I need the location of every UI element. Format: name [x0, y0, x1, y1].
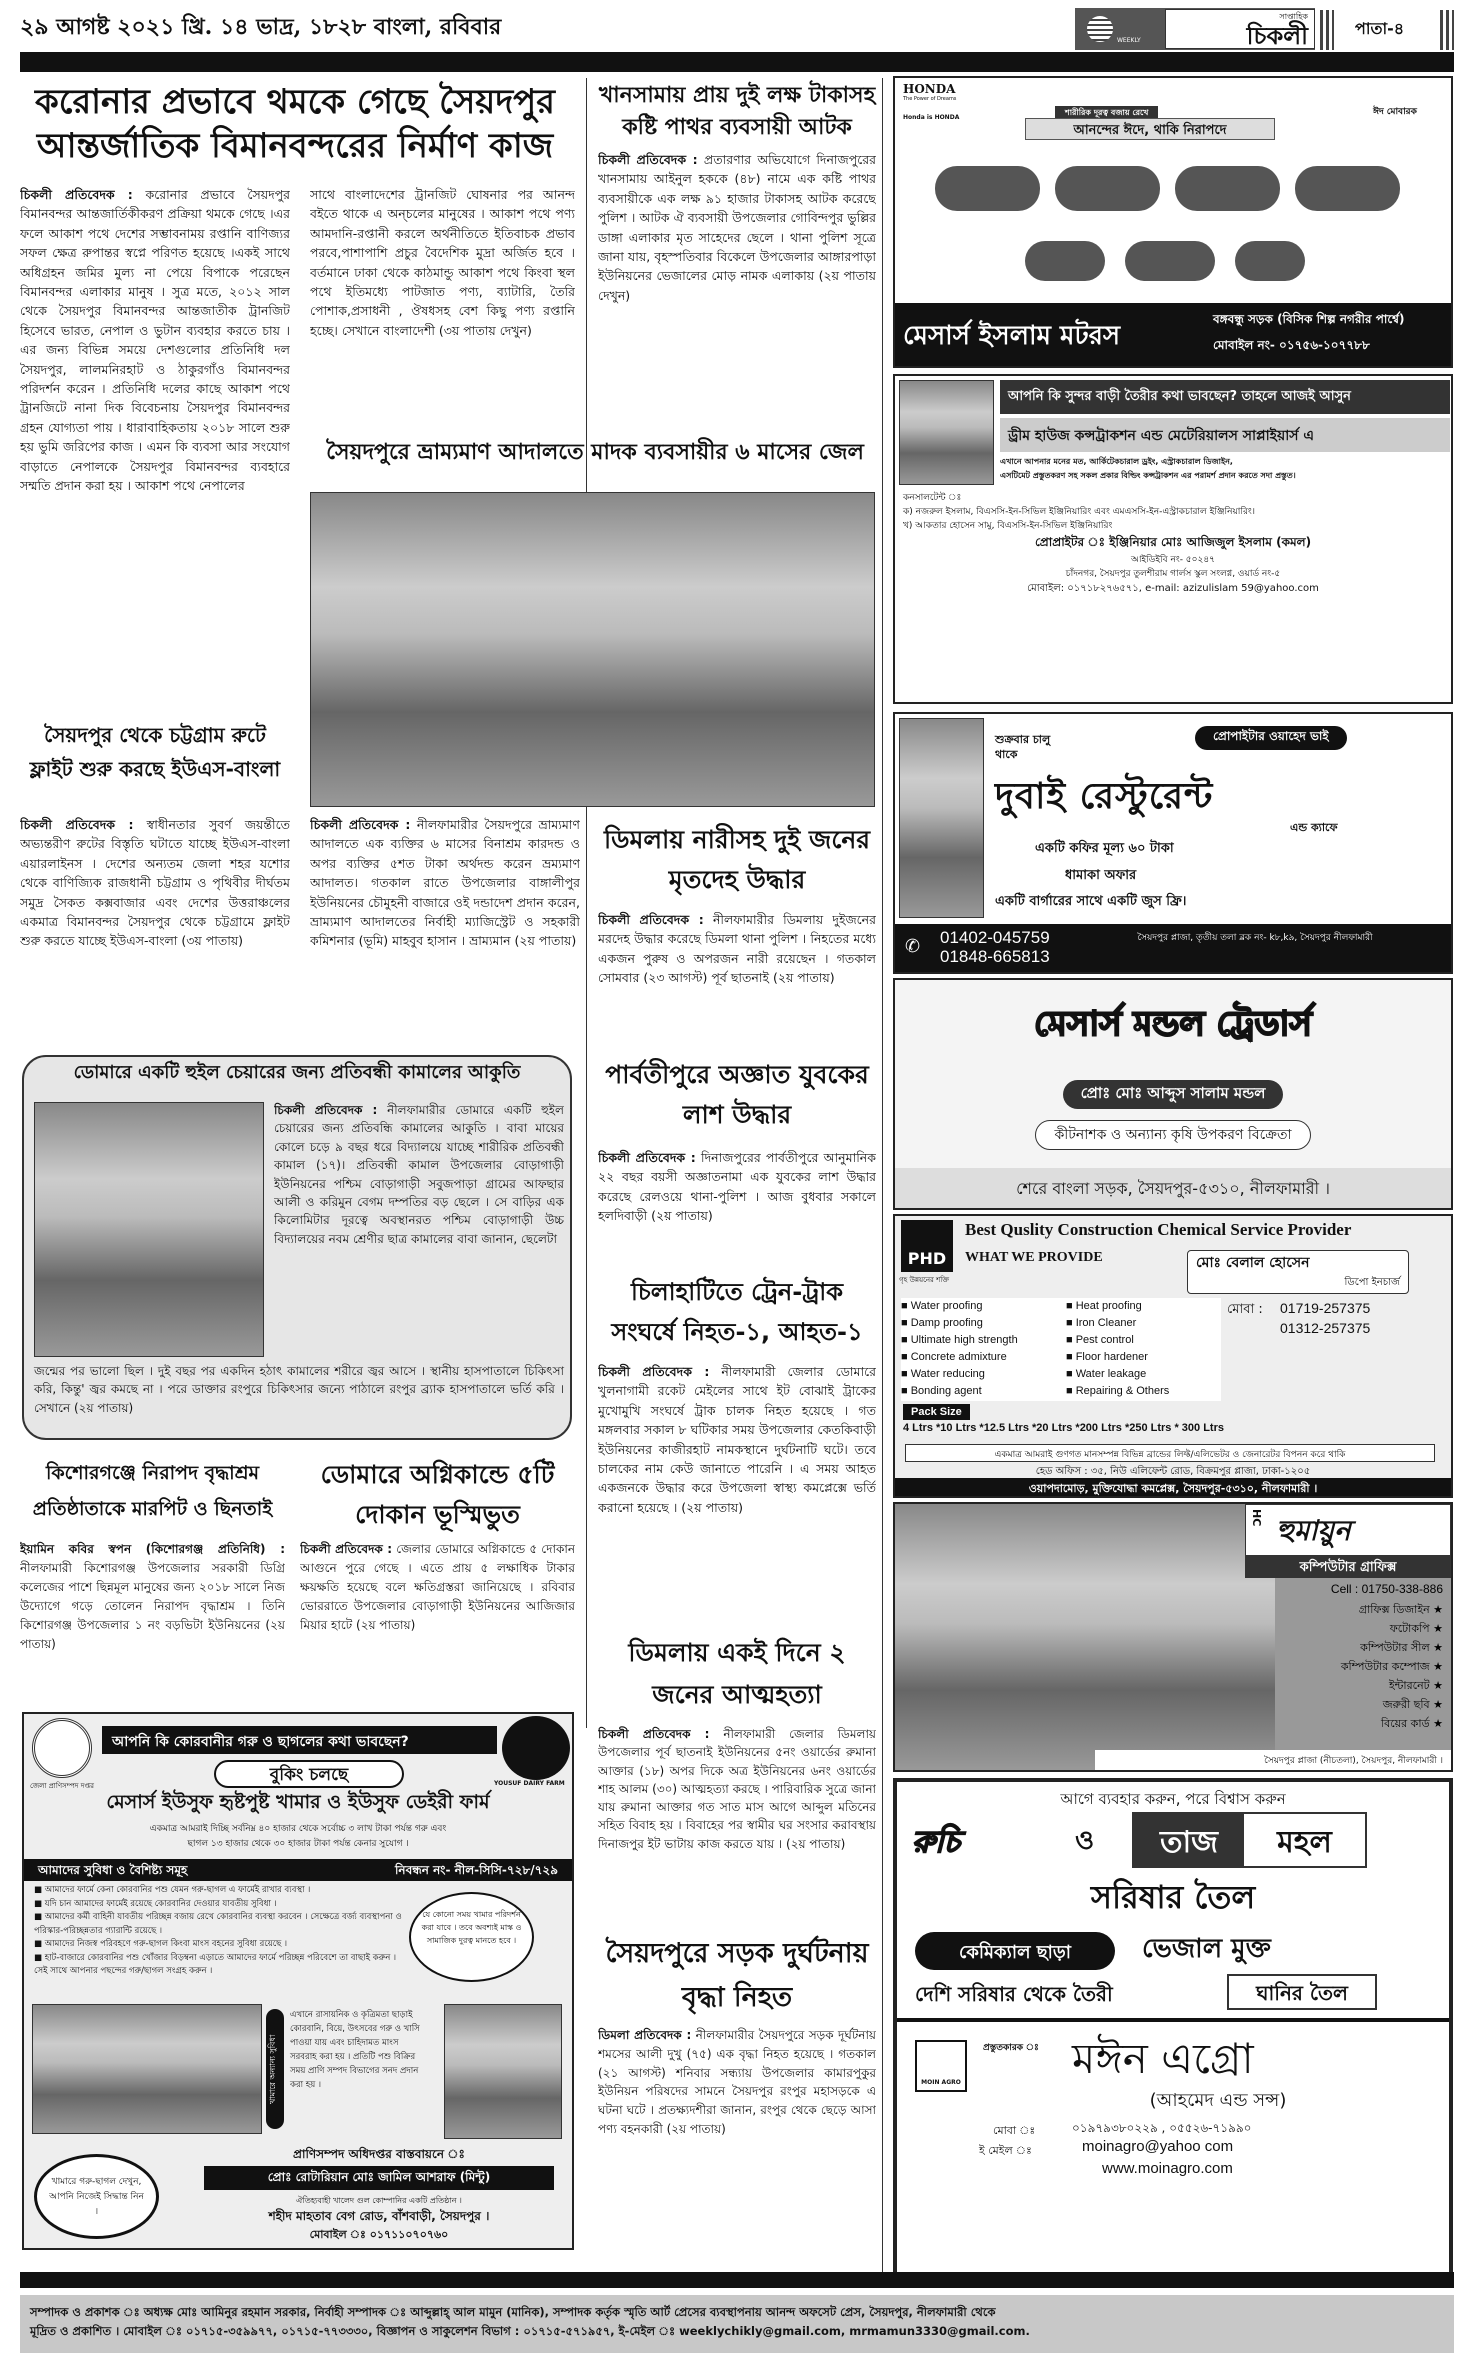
- friday-note: শুক্রবার চালু থাকে: [995, 733, 1051, 761]
- article-text: নীলফামারী জেলার ডোমারে খুলনাগামী রকেট মেইলের সাথে ইট বোঝাই ট্রাকের মুখোমুখি সংঘর্ষে ট্রাক চালক নিহত হয়েছে । গত মঙ্গলবার সকাল ৮ ঘটিকার সময় উপজেলার কেতকিবাড়ী ইউনিয়নের কাজীরহাট নামকস্থানে দুর্ঘটনাটি ঘটে। তবে চালকের নাম কেউ জানাতে পারেনি । এ সময় আহত একজনকে উদ্ধার করে উপজেলা স্বাস্থ্য কমপ্লেক্সে ভর্তি করানো হয়েছে । (২য় পাতায়): [598, 1364, 876, 1515]
- column-rule: [882, 78, 883, 2288]
- yusuf-price: [24, 1822, 572, 1852]
- phd-title: Best Quslity Construction Chemical Service Provider: [965, 1220, 1352, 1239]
- maker-sub: (আহমেদ এন্ড সন্স): [1149, 2090, 1287, 2111]
- eid-small: শারীরিক দূরত্ব বজায় রেখে: [1055, 106, 1158, 121]
- what-we-provide: WHAT WE PROVIDE: [965, 1250, 1103, 1265]
- article-dimla-suicide: [598, 1725, 876, 1930]
- features-list: [34, 1884, 404, 1979]
- dubai-name: দুবাই রেস্টুরেন্ট: [995, 776, 1214, 817]
- desi-label: দেশি সরিষার থেকে তৈরী: [915, 1982, 1113, 2006]
- byline: ডিমলা প্রতিবেদক :: [598, 2028, 692, 2042]
- contact-role: ডিপো ইনচার্জ: [1344, 1277, 1400, 1288]
- byline: চিকলী প্রতিবেদক :: [20, 187, 133, 202]
- logo-weekly: WEEKLY: [1117, 37, 1141, 44]
- visit-note: যে কোনো সময় খামার পরিদর্শন করা যাবে । তবে অবশ্যই মাস্ক ও সামাজিক দুরত্ব মানতে হবে ।: [409, 1892, 534, 1982]
- other-features: এখানে রাসায়নিক ও কৃত্রিমতা ছাড়াই কোরবানি, বিয়ে, উৎসবের গরু ও খাসি পাওয়া যায় এবং চাহিদামত মাংস সরবরাহ করা হয় । প্রতিটি পশু বিক্রির সময় প্রাণি সম্পদ বিভাগের সনদ প্রদান করা হয় ।: [290, 2010, 420, 2090]
- chemical-free: কেমিক্যাল ছাড়া: [915, 1932, 1115, 1970]
- moin-agro-logo: MOIN AGRO: [915, 2040, 967, 2092]
- yusuf-mobile: মোবাইল ঃ ০১৭১১০৭০৭৬০: [309, 2228, 449, 2241]
- article-usbangla: [20, 815, 290, 1030]
- scooter-image: [1235, 241, 1305, 281]
- oil-email[interactable]: moinagro@yahoo com: [1082, 2138, 1234, 2155]
- imprint-line-2: মূদ্রিত ও প্রকাশিত । মোবাইল ঃ ০১৭১৫-৩৫৯৯৭৭, ০১৭১৫-৭৭৩৩৩০, বিজ্ঞাপন ও সাকুলেশন বিভাগ : ০১৭১৫-৫৭১৯৫৭, ই-মেইল ঃ weeklychikly@gmail.com, mrmamun3330@gmail.com.: [30, 2324, 1030, 2338]
- brand-tajmahal: [1132, 1812, 1367, 1868]
- photo-kamal: [34, 1102, 264, 1357]
- oil-website[interactable]: www.moinagro.com: [1102, 2160, 1233, 2177]
- byline: চিকলী প্রতিবেদক :: [598, 912, 704, 927]
- mondol-desc: কীটনাশক ও অন্যান্য কৃষি উপকরণ বিক্রেতা: [1035, 1120, 1310, 1150]
- cow-logo-icon: [502, 1716, 570, 1780]
- services-left: [901, 1298, 1066, 1401]
- article-wheelchair-box: [22, 1055, 572, 1440]
- implementation: প্রাণিসম্পদ অধিদপ্তর বাস্তবায়নে ঃ: [293, 2147, 465, 2161]
- decor-bars: [1320, 10, 1334, 50]
- article-dimla-bodies: [598, 910, 876, 1045]
- service-item: ■ Bonding agent: [901, 1385, 982, 1397]
- article-text: নীলফামারীর সৈয়দপুরে ভ্রাম্যমাণ আদালতে এক ব্যক্তির ৬ মাসের বিনাশ্রম কারদন্ড ও অপর ব্যক্তির ৫শত টাকা অর্থদন্ড করেন ভ্রম্যমাণ আদালত। গতকাল রাতে উপজেলার বাঙ্গালীপুর ইউনিয়নের চৌমুহনী বাজারে ওই দন্ডাদেশ প্রদান করেন, ভ্রাম্যমাণ আদালতের নির্বাহী ম্যাজিস্ট্রেট ও সহকারী কমিশনার (ভূমি) মাহবুব হাসান । ভ্রাম্যমান (২য় পাতায়): [310, 817, 580, 949]
- price-line-1: একমাত্র আমরাই দিচ্ছি সর্বনিম্ন ৪০ হাজার থেকে সর্বোচ্চ ৩ লাখ টাকা পর্যন্ত গরু এবং: [149, 1824, 447, 1834]
- side-label: খামারে অন্যান্য সুবিধা: [266, 2009, 284, 2129]
- divider: [897, 2018, 1449, 2022]
- lift-note: একমাত্র আমরাই গুণগত মানসম্পন্ন বিভিন্ন ব্রান্ডের লিফ্ট/এলিভেটর ও জেনারেটর বিপনন করে থাকি: [905, 1444, 1435, 1462]
- consultant-label: কনসালটেন্ট ঃ: [903, 493, 962, 503]
- feature-item: ■ আমাদের ফার্মে কেনা কোরবানির পশু যেমন গরু-ছাগল এ ফার্মেই রাখার ব্যবস্থা ।: [34, 1885, 311, 1895]
- yusuf-question: আপনি কি কোরবানীর গরু ও ছাগলের কথা ভাবছেন?: [102, 1726, 497, 1754]
- byline: চিকলী প্রতিবেদক :: [310, 817, 411, 832]
- headline-wheelchair: ডোমারে একটি হুইল চেয়ারের জন্য প্রতিবন্ধী কামালের আকুতি: [73, 1062, 521, 1083]
- phone-2: 01848-665813: [940, 947, 1050, 966]
- oil-email-label: ই মেইল ঃ: [979, 2144, 1032, 2157]
- photo-computer-shop: [895, 1504, 1275, 1770]
- phone-1: 01719-257375: [1280, 1300, 1371, 1316]
- bottom-rule: [20, 2272, 1454, 2288]
- headline-parbatipur: পার্বতীপুরে অজ্ঞাত যুবকের লাশ উদ্ধার: [605, 1060, 869, 1129]
- services-list: [901, 1298, 1221, 1401]
- coffee-price: একটি কফির মূল্য ৬০ টাকা: [1035, 841, 1174, 856]
- yusuf-logo-text: YOUSUF DAIRY FARM: [494, 1780, 565, 1787]
- product-name: সরিষার তৈল: [1090, 1878, 1256, 1916]
- phd-phones: [1280, 1298, 1370, 1338]
- newspaper-logo: [1075, 8, 1315, 50]
- humayun-services: [1341, 1600, 1443, 1733]
- features-title: আমাদের সুবিধা ও বৈশিষ্ট্য সমূহ: [38, 1863, 188, 1877]
- service-item: ■ Pest control: [1066, 1334, 1134, 1346]
- article-text: নীলফামারী কিশোরগঞ্জ উপজেলার সরকারী ডিগ্রি কলেজের পাশে ছিন্নমূল মানুষের জন্য ২০১৮ সালে নিজ উদ্যোগে গড়ে তোলেন নিরাপদ বৃদ্ধাশ্রম । তিনি কিশোরগঞ্জ উপজেলার ১ নং বড়ভিটা ইউনিয়নের (২য় পাতায়): [20, 1561, 285, 1651]
- column-rule: [586, 78, 587, 1728]
- article-road-accident: [598, 2026, 876, 2226]
- oil-mobile-label: মোবা ঃ: [993, 2124, 1036, 2137]
- ad-yusuf-dairy: [22, 1712, 574, 2250]
- feature-item: ■ আমাদের কর্মী বাহিনী যাবতীয় পরিচ্ছন্ন বজায় রেখে কোরবানির ব্যবস্থা করবেন । সেক্ষেত্রে বর্জ্য ব্যবস্থাপনা ও পরিস্কার-পরিচ্ছন্নতার গ্যারান্টি রয়েছে ।: [34, 1912, 402, 1936]
- registration-no: নিবন্ধন নং- নীল-সিসি-৭২৮/৭২৯: [395, 1863, 558, 1877]
- mondol-proprietor: প্রোঃ মোঃ আব্দুস সালাম মন্ডল: [1063, 1080, 1284, 1109]
- dubai-contact-bar: [895, 924, 1451, 972]
- photo-proprietor: [444, 2004, 562, 2139]
- phone-2: 01312-257375: [1280, 1320, 1371, 1336]
- article-text: নীলফামারী জেলার ডিমলায় উপজেলার পূর্ব ছাতনাই ইউনিয়নের ৫নং ওয়ার্ডের রুমানা আক্তার (১৮) অপর দিকে অত্র ইউনিয়নের ৬নং ওয়ার্ডের শাহ আলম (৩০) আত্মহত্যা করছে । পারিবারিক সুত্রে জানা যায় রুমানা আক্তার গত সাত মাস আগে আব্দুল মতিনের সহিত বিবাহ হয় । বিবাহের পর স্বামীর ঘর সংসার করাবস্থায় দিনাজপুর ইট ভাটায় কাজ করতে যায় । (২য় পাতায়): [598, 1727, 876, 1851]
- gov-seal-icon: [32, 1718, 92, 1778]
- ad-dubai-restaurant: [893, 712, 1453, 974]
- byline: চিকলী প্রতিবেদক :: [20, 817, 134, 832]
- phd-contact-box: [1187, 1250, 1409, 1294]
- dream-company: ড্রীম হাউজ কন্সট্রাকশন এন্ড মেটেরিয়ালস সাপ্লাইয়ার্স এ: [1000, 418, 1450, 452]
- oil-mobile: ০১৯৭৯৩৮০২২৯ , ০৫৫২৬-৭১৯৯০: [1072, 2121, 1252, 2135]
- honda-tag: The Power of Dreams: [903, 96, 957, 102]
- seal-icon: [1087, 16, 1113, 42]
- yusuf-farm-name: মেসার্স ইউসুফ হৃষ্টপুষ্ট খামার ও ইউসুফ ডেইরী ফার্ম: [106, 1791, 490, 1813]
- service-item: কম্পিউটার সীল ★: [1360, 1641, 1443, 1654]
- brand-taj: তাজ: [1134, 1814, 1244, 1866]
- byline: ইয়ামিন কবির স্বপন (কিশোরগঞ্জ প্রতিনিধি) :: [20, 1542, 285, 1556]
- dubai-subname: এন্ড ক্যাফে: [1290, 821, 1338, 834]
- motorcycle-image: [935, 166, 1040, 211]
- phd-logo: PHD: [901, 1220, 953, 1272]
- maker-name: মঈন এগ্রো: [1072, 2034, 1254, 2083]
- dealer-name: মেসার্স ইসলাম মটরস: [903, 321, 1121, 351]
- service-item: কম্পিউটার কম্পোজ ★: [1340, 1660, 1443, 1673]
- contact-name: মোঃ বেলাল হোসেন: [1196, 1255, 1310, 1271]
- phone-icon: ✆: [905, 936, 921, 957]
- article-kishoreganj: [20, 1540, 285, 1700]
- headline-chilahati: চিলাহাটিতে ট্রেন-ট্রাক সংঘর্ষে নিহত-১, আহত-১: [611, 1278, 863, 1346]
- article-text: করোনার প্রভাবে সৈয়দপুর বিমানবন্দর আন্তজার্তিকীকরণ প্রক্রিয়া থমকে গেছে ।এর ফলে আকাশ পথে দেশের সম্ভাবনাময় রপ্তানি বাণিজ্যর সফল ক্ষেত্র রুপান্তর স্বপ্নে পরিণত হয়েছে ।একই সাথে অধিগ্রহন জমির মুল্য না পেয়ে বিপাকে পরেছেন বিমানবন্দর এলাকার মানুষ । সুত্র মতে, ২০১২ সাল থেকে সৈয়দপুর বিমানবন্দর আন্তজাতীক ট্রানজিট হিসেবে ভারত, নেপাল ও ভুটান ব্যবহার করতে চায় । এর জন্য বিভিন্ন সময়ে দেশগুলোর প্রতিনিধি দল সৈয়দপুর, লালমনিরহাট ও ঠাকুরগাঁও বিমানবন্দর পরিদর্শন করেন । প্রতিনিধি দলের কাছে আকাশ পথে ট্রানজিটে নানা দিক বিবেচনায় সৈয়দপুর বিমানবন্দর গ্রহন যোগ্যতা পায় । ধারাবাহিকতায় ২০১৮ সালে শুরু হয় ভুমি জরিপের কাজ । এমন কি ব্যবসা আর সংযোগ বাড়াতে নেপালকে সৈয়দপুর বিমানবন্দর ব্যবহারে সম্মতি প্রদান করা হয় । আকাশ পথে নেপালের: [20, 187, 290, 494]
- headline-usbangla: সৈয়দপুর থেকে চট্টগ্রাম রুটে ফ্লাইট শুরু করছে ইউএস-বাংলা: [29, 723, 281, 781]
- byline: চিকলী প্রতিবেদক :: [274, 1103, 378, 1117]
- service-item: ফটোকপি ★: [1389, 1622, 1443, 1635]
- article-wheelchair-bottom: জন্মের পর ভালো ছিল । দুই বছর পর একদিন হঠাৎ কামালের শরীরে জ্বর আসে । স্থানীয় হাসপাতালে চিকিৎসা করি, কিন্তু' জ্বর কমছে না । পরে ডাক্তার রংপুরে চিকিৎসার জন্যে পাঠালে রংপুর ব্র্যাক হাসপাতালে ভর্তি করি । সেখানে (২য় পাতায়): [34, 1364, 564, 1415]
- headline-khansama: খানসামায় প্রায় দুই লক্ষ টাকাসহ কষ্টি পাথর ব্যবসায়ী আটক: [598, 83, 876, 140]
- consultant-2: খ) আকতার হোসেন সামু, বিএসসি-ইন-সিভিল ইঞ্জিনিয়ারিং: [903, 521, 1113, 531]
- feature-item: ■ যদি চান আমাদের ফার্মেই রয়েছে কোরবানির দেওয়ার যাবতীয় সুবিধা ।: [34, 1898, 277, 1909]
- pack-sizes: 4 Ltrs *10 Ltrs *12.5 Ltrs *20 Ltrs *200 Ltrs *250 Ltrs * 300 Ltrs: [903, 1422, 1224, 1434]
- article-parbatipur: [598, 1148, 876, 1263]
- headline-dimla-suicide: ডিমলায় একই দিনে ২ জনের আত্মহত্যা: [628, 1638, 846, 1709]
- pack-size-label: Pack Size: [903, 1404, 970, 1420]
- hc-logo: HC: [1250, 1509, 1263, 1527]
- top-rule: [20, 52, 1454, 72]
- dealer-bar: [895, 303, 1451, 366]
- service-item: ইন্টারনেট ★: [1389, 1679, 1443, 1692]
- ghani-label: ঘানির তৈল: [1227, 1974, 1377, 2010]
- service-item: ■ Damp proofing: [901, 1317, 983, 1329]
- headline-kishoreganj: কিশোরগঞ্জে নিরাপদ বৃদ্ধাশ্রম প্রতিষ্ঠাতাকে মারপিট ও ছিনতাই: [32, 1462, 273, 1520]
- decor-bars: [1440, 10, 1454, 50]
- dream-desc-1: এখানে আপনার মনের মত, আর্কিটেকচারাল ড্রইং, এস্ট্রাকচারাল ডিজাইন,: [1000, 457, 1233, 466]
- article-airport-col1: [20, 185, 290, 735]
- article-text: দিনাজপুরের পার্বতীপুরে আনুমানিক ২২ বছর বয়সী অজ্ঞাতনামা এক যুবকের লাশ উদ্ধার করেছে রেলওয়ে থানা-পুলিশ । আজ বুধবার সকালে হলদিবাড়ী (২য় পাতায়): [598, 1150, 876, 1224]
- article-text: নীলফামারীর সৈয়দপুরে সড়ক দূর্ঘটনায় শমসের আলী দুখু (৭৫) এক বৃদ্ধা নিহত হয়েছে । গতকাল (২১ আগস্ট) শনিবার সন্ধ্যায় উপজেলার কামারপুকুর ইউনিয়ন পরিষদের সামনে সৈয়দপুর রংপুর মহাসড়কে এ ঘটনা ঘটে । প্রতক্ষ্যদশীরা জানান, রংপুর থেকে ছেড়ে আসা পণ্য বহনকারী (২য় পাতায়): [598, 2028, 876, 2136]
- dream-ieb: আইডিইবি নং- ৫০২৪৭: [1130, 555, 1216, 565]
- photo-mobile-court: [310, 492, 875, 807]
- article-khansama: [598, 150, 876, 430]
- pure-label: ভেজাল মুক্ত: [1142, 1934, 1271, 1964]
- dubai-proprietor: প্রোপাইটার ওয়াহেদ ভাই: [1195, 726, 1347, 750]
- booking-badge: বুকিং চলছে: [214, 1760, 404, 1788]
- article-text: জেলার ডোমারে অগ্নিকান্ডে ৫ দোকান আগুনে পুরে গেছে । এতে প্রায় ৫ লক্ষাধিক টাকার ক্ষয়ক্ষতি হয়েছে বলে ক্ষতিগ্রস্তরা জানিয়েছে । রবিবার ভোররাতে উপজেলার বোড়াগাড়ী ইউনিয়নের আজিজার মিয়ার হাটে (২য় পাতায়): [300, 1542, 575, 1632]
- service-item: জরুরী ছবি ★: [1382, 1698, 1443, 1711]
- service-item: ■ Concrete admixture: [901, 1351, 1007, 1363]
- maker-label: প্রস্তুতকারক ঃ: [983, 2043, 1039, 2053]
- mondol-desc-wrap: [895, 1120, 1451, 1150]
- oil-tagline: আগে ব্যবহার করুন, পরে বিশ্বাস করুন: [1060, 1790, 1286, 1808]
- head-office: হেড অফিস : ৩৫, নিউ এলিফেন্ট রোড, বিক্রমপুর প্লাজা, ঢাকা-১২০৫: [1035, 1466, 1311, 1477]
- services-right: [1066, 1298, 1221, 1401]
- motorcycle-image: [1025, 241, 1105, 281]
- article-text: প্রতারণার অভিযোগে দিনাজপুরের খানসামায় আইনুল হককে (৪৮) নামে এক কষ্টি পাথর ব্যবসায়ীকে এক লক্ষ ৯১ হাজার টাকাসহ আটক করেছে পুলিশ । আটক ঐ ব্যবসায়ী উপজেলার গোবিন্দপুর ভুল্লির ডাঙ্গা এলাকার মৃত সাহেদের ছেলে । থানা পুলিশ সূত্রে জানা যায়, বৃহস্পতিবার বিকেলে উপজেলার আঙ্গারপাড়া ইউনিয়নের ভেজালের মোড় নামক এলাকায় (২য় পাতায় দেখুন): [598, 152, 876, 303]
- byline: চিকলী প্রতিবেদক :: [598, 1150, 696, 1165]
- service-item: ■ Water proofing: [901, 1300, 983, 1312]
- logo-tag: সাপ্তাহিক: [1279, 11, 1308, 21]
- byline: চিকলী প্রতিবেদক :: [598, 1364, 710, 1379]
- service-item: গ্রাফিক্স ডিজাইন ★: [1358, 1603, 1443, 1616]
- byline: চিকলী প্রতিবেদক :: [300, 1542, 393, 1556]
- article-chilahati: [598, 1362, 876, 1627]
- article-domar-fire: [300, 1540, 575, 1700]
- logo-name: চিকলী: [1246, 21, 1308, 50]
- dream-proprietor: প্রোপ্রাইটর ঃ ইঞ্জিনিয়ার মোঃ আজিজুল ইসলাম (কমল): [1034, 535, 1312, 549]
- brand-ruchi: রুচি: [912, 1825, 960, 1860]
- photo-food: [899, 718, 984, 918]
- mobile-label: মোবা :: [1227, 1302, 1263, 1317]
- article-text: নীলফামারীর ডোমারে একটি হুইল চেয়ারের জন্য প্রতিবন্ধি কামালের আকুতি । বাবা মায়ের কোলে চড়ে ৯ বছর ধরে বিদ্যালয়ে যাচ্ছে শারীরিক প্রতিবন্ধী কামাল (১৭)। প্রতিবন্ধী কামাল উপজেলার বোড়াগাড়ী ইউনিয়নের পশ্চিম বোড়াগাড়ী সবুজপাড়া গ্রামের আফছার আলী ও করিমুন বেগম দম্পতির বড় ছেলে । সে বাড়ির এক কিলোমিটার দূরত্বে অবস্থানরত পশ্চিম বোড়াগাড়ী উচ্চ বিদ্যালয়ের নবম শ্রেণীর ছাত্র কামালের বাবা জানান, ছেলেটা: [274, 1103, 564, 1246]
- yusuf-company: ঐতিহ্যবাহী খালেদ গুল কোম্পানির একটি প্রতিষ্ঠান ।: [296, 2196, 462, 2205]
- headline-mobile-court: সৈয়দপুরে ভ্রাম্যমাণ আদালতে মাদক ব্যবসায়ীর ৬ মাসের জেল: [326, 440, 864, 465]
- ad-mustard-oil: [893, 1778, 1453, 2288]
- seal-caption: জেলা প্রাণিসম্পদ দপ্তর: [30, 1782, 94, 1790]
- dealer-address: বঙ্গবন্ধু সড়ক (বিসিক শিল্প নগরীর পার্শ্বে): [1213, 312, 1405, 326]
- feature-item: ■ হাট-বাজারে কোরবানির পশু খোঁজার বিড়ম্বনা এড়াতে আমাদের ফার্মে পরিচ্ছন্ন পরিবেশে তা বাছাই করুন । সেই সাথে আপনার পছন্দের গরু/ছাগল সংগ্রহ করুন ।: [34, 1952, 397, 1976]
- honda-line: Honda is HONDA: [903, 114, 960, 121]
- dream-contact: মোবাইল: ০১৭১৮২৭৬৫৭১, e-mail: azizulislam 59@yahoo.com: [1027, 583, 1319, 594]
- headline-airport: করোনার প্রভাবে থমকে গেছে সৈয়দপুর আন্তর্জাতিক বিমানবন্দরের নির্মাণ কাজ: [35, 82, 555, 166]
- eid-banner: আনন্দের ঈদে, থাকি নিরাপদে: [1025, 118, 1275, 140]
- dubai-phones: [940, 928, 1050, 966]
- byline: চিকলী প্রতিবেদক :: [598, 152, 698, 167]
- service-item: ■ Iron Cleaner: [1066, 1317, 1137, 1329]
- ad-humayun-computer: [893, 1502, 1453, 1772]
- imprint-line-1: সম্পাদক ও প্রকাশক ঃ অধ্যক্ষ মোঃ আমিনুর রহমান সরকার, নির্বাহী সম্পাদক ঃ আব্দুল্লাহ্ আল মামুন (মানিক), সম্পাদক কর্তৃক স্মৃতি আর্ট প্রেসের ব্যবস্থাপনায় আনন্দ অফসেট প্রেস, সৈয়দপুর, নীলফামারী থেকে: [30, 2305, 996, 2319]
- brand-and: ও: [1075, 1826, 1095, 1856]
- consultant-1: ক) নজরুল ইসলাম, বিএসসি-ইন-সিভিল ইঞ্জিনিয়ারিং এবং এমএসসি-ইন-এস্ট্রাকচারাল ইঞ্জিনিয়ারিং।: [903, 507, 1255, 517]
- humayun-logo: [1245, 1504, 1451, 1556]
- service-item: বিয়ের কার্ড ★: [1380, 1717, 1443, 1730]
- imprint-footer: [20, 2295, 1454, 2353]
- headline-dimla-bodies: ডিমলায় নারীসহ দুই জনের মৃতদেহ উদ্ধার: [603, 825, 871, 894]
- motorcycle-image: [1175, 166, 1280, 211]
- dream-address: চাঁদনগর, সৈয়দপুর তুলশীরাম গার্লস স্কুল সংলগ্ন, ওয়ার্ড নং-৫: [1065, 569, 1281, 579]
- local-address: ওয়াপদামোড়, মুক্তিযোদ্ধা কমপ্লেক্স, সৈয়দপুর-৫৩১০, নীলফামারী ।: [895, 1478, 1451, 1498]
- service-item: ■ Water reducing: [901, 1368, 985, 1380]
- humayun-address: সৈয়দপুর প্লাজা (নীচতলা), সৈয়দপুর, নীলফামারী ।: [1095, 1750, 1451, 1770]
- service-item: ■ Repairing & Others: [1066, 1385, 1170, 1397]
- mondol-proprietor-wrap: [895, 1080, 1451, 1109]
- article-wheelchair-side: [274, 1101, 564, 1359]
- photo-cows: [32, 2004, 262, 2134]
- see-note: খামারে গরু-ছাগল দেখুন, আপনি নিজেই সিদ্ধান্ত নিন ।: [34, 2154, 159, 2239]
- motorcycle-image: [1055, 166, 1160, 211]
- service-item: ■ Water leakage: [1066, 1368, 1147, 1380]
- article-airport-col2: সাথে বাংলাদেশের ট্রানজিট ঘোষনার পর আনন্দ বইতে থাকে এ অন্চলের মানুষের । আকাশ পথে পণ্য আমদানি-রপ্তানী করলে অর্থনীতিতে ইতিবাচক প্রভাব পরবে,পাশাপাশি প্রচুর বৈদেশিক মুদ্রা অর্জিত হবে । বর্তমানে ঢাকা থেকে কাঠমান্ডু আকাশ পথে কিংবা স্থল পথে ইতিমধ্যে পাটজাত পণ্য, ব্যাটারি, তৈরি পোশাক,প্রসাধনী , ঔষধসহ বেশ কিছু পণ্য রপ্তানি হচ্ছে। সেখানে বাংলাদেশী (৩য় পাতায় দেখুন): [310, 187, 575, 338]
- page-number: পাতা-৪: [1355, 19, 1405, 38]
- ad-phd-chemical: [893, 1214, 1453, 1498]
- logo-name-box: [1165, 9, 1315, 49]
- humayun-cell: Cell : 01750-338-886: [1330, 1582, 1443, 1596]
- dubai-address: সৈয়দপুর প্লাজা, তৃতীয় তলা ব্লক নং- k৮,k৯, সৈয়দপুর নীলফামারী: [1137, 933, 1373, 943]
- mondol-name: মেসার্স মন্ডল ট্রেডার্স: [1034, 1004, 1312, 1044]
- phone-1: 01402-045759: [940, 928, 1050, 947]
- article-text: নীলফামারীর ডিমলায় দুইজনের মরদেহ উদ্ধার করেছে ডিমলা থানা পুলিশ । নিহতের মধ্যে একজন পুরুষ ও অপরজন নারী রয়েছেন । গতকাল সোমবার (২৩ আগস্ট) পূর্ব ছাতনাই (২য় পাতায়): [598, 912, 876, 986]
- mondol-address: শেরে বাংলা সড়ক, সৈয়দপুর-৫৩১০, নীলফামারী ।: [895, 1168, 1451, 1208]
- dream-desc-2: এসটিমেট প্রস্তুতকরণ সহ সকল প্রকার বিল্ডিং কন্সট্রাকশন এর পরামর্শ প্রদান করতে সদা প্রস্তুত।: [1000, 471, 1296, 480]
- feature-item: ■ আমাদের নিজস্ব পরিবহণে গরু-ছাগল কিংবা মাংস বহনের সুবিধা রয়েছে ।: [34, 1939, 288, 1949]
- price-line-2: ছাগল ১৩ হাজার থেকে ৩০ হাজার টাকা পর্যন্ত কেনার সুযোগ ।: [187, 1839, 409, 1849]
- dealer-mobile: মোবাইল নং- ০১৭৫৬-১০৭৭৮৮: [1213, 338, 1370, 352]
- article-mobile-court: [310, 815, 580, 1030]
- phd-tag: গৃহ উন্নয়নের শক্তি: [899, 1276, 950, 1284]
- service-item: ■ Floor hardener: [1066, 1351, 1148, 1363]
- motorcycle-image: [1295, 166, 1400, 211]
- ad-dream-house: [893, 374, 1453, 704]
- ad-mondol-traders: [893, 978, 1453, 1210]
- service-item: ■ Heat proofing: [1066, 1300, 1142, 1312]
- humayun-name: হুমায়ুন: [1276, 1514, 1351, 1547]
- yusuf-proprietor: প্রোঃ রোটারিয়ান মোঃ জামিল আশরাফ (মিন্টু): [204, 2166, 554, 2190]
- issue-date: ২৯ আগষ্ট ২০২১ খ্রি. ১৪ ভাদ্র, ১৮২৮ বাংলা, রবিবার: [20, 14, 502, 40]
- honda-brand: HONDA: [903, 82, 956, 96]
- features-bar: [24, 1859, 572, 1881]
- burger-offer: একটি বার্গারের সাথে একটি জুস ফ্রি।: [995, 894, 1187, 909]
- headline-road-accident: সৈয়দপুরে সড়ক দুর্ঘটনায় বৃদ্ধা নিহত: [605, 1938, 869, 2013]
- byline: চিকলী প্রতিবেদক :: [598, 1727, 710, 1741]
- offer-label: ধামাকা অফার: [1065, 868, 1137, 883]
- eid-mubarak: ঈদ মোবারক: [1373, 107, 1417, 117]
- motorcycle-gallery: [925, 156, 1425, 296]
- headline-domar-fire: ডোমারে অগ্নিকান্ডে ৫টি দোকান ভূস্মিভুত: [320, 1460, 555, 1529]
- service-item: ■ Ultimate high strength: [901, 1334, 1018, 1346]
- article-text: স্বাধীনতার সুবর্ণ জয়ন্তীতে অভ্যন্তরীণ রুটের বিস্তৃতি ঘটাতে যাচ্ছে ইউএস-বাংলা এয়ারলাইনস । দেশের অন্যতম জেলা শহর যশোর থেকে বাণিজ্যিক রাজধানী চট্টগ্রাম ও পৃথিবীর দীর্ঘতম সমুদ্র সৈকত কক্সবাজার এবং দেশের উত্তরাঞ্চলের একমাত্র বিমানবন্দর সৈয়দপুর থেকে চট্টগ্রামে ফ্লাইট শুরু করতে যাচ্ছে ইউএস-বাংলা (৩য় পাতায়): [20, 817, 290, 949]
- photo-proprietor: [899, 380, 994, 485]
- brand-mahal: মহল: [1277, 1825, 1332, 1860]
- motorcycle-image: [1125, 241, 1215, 281]
- ad-honda: [893, 76, 1453, 368]
- dream-question: আপনি কি সুন্দর বাড়ী তৈরীর কথা ভাবছেন? তাহলে আজই আসুন: [1000, 380, 1450, 414]
- humayun-sub: কম্পিউটার গ্রাফিক্স: [1245, 1556, 1451, 1578]
- yusuf-address: শহীদ মাহতাব বেগ রোড, বাঁশবাড়ী, সৈয়দপুর ।: [268, 2209, 490, 2223]
